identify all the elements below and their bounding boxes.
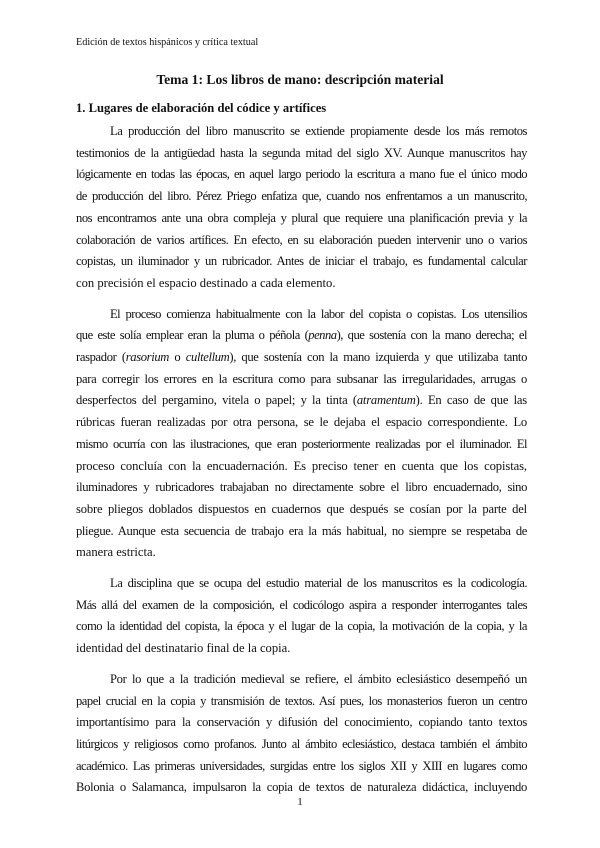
text-line: importantísimo para la conservación y difusión del conocimiento, copiando tanto textos	[76, 715, 527, 730]
section-heading: 1. Lugares de elaboración del códice y artífices	[76, 101, 327, 115]
text-line: manera estricta.	[76, 545, 156, 560]
text-line: La disciplina que se ocupa del estudio material de los manuscritos es la codicología.	[110, 576, 527, 591]
paragraph-2	[76, 304, 527, 564]
paragraph-3	[76, 573, 527, 660]
text-line: iluminadores y rubricadores trabajaban no directamente sobre el libro encuadernado, sino	[76, 480, 527, 495]
text-line: como la identidad del copista, la época y el lugar de la copia, la motivación de la copia, y la	[76, 619, 527, 634]
text-line: raspador (rasorium o cultellum), que sostenía con la mano izquierda y que utilizaba tanto	[76, 350, 528, 365]
text-line: académico. Las primeras universidades, surgidas entre los siglos XII y XIII en lugares como	[76, 758, 527, 773]
text-line: identidad del destinatario final de la copia.	[76, 641, 291, 656]
text-line: con precisión el espacio destinado a cada elemento.	[76, 275, 336, 290]
text-line: lógicamente en todas las épocas, en aquel largo periodo la escritura a mano fue el único modo	[76, 167, 527, 182]
text-line: Más allá del examen de la composición, el codicólogo aspira a responder interrogantes tales	[76, 597, 527, 612]
text-line: de producción del libro. Pérez Priego enfatiza que, cuando nos enfrentamos a un manuscrito,	[76, 189, 527, 204]
body-text	[76, 121, 527, 808]
text-line: copistas, un iluminador y un rubricador. Antes de iniciar el trabajo, es fundamental calcular	[76, 254, 527, 269]
text-line: La producción del libro manuscrito se extiende propiamente desde los más remotos	[110, 124, 527, 138]
running-header: Edición de textos hispánicos y crítica textual	[76, 37, 259, 48]
paragraph-4	[76, 669, 527, 799]
text-line: testimonios de la antigüedad hasta la segunda mitad del siglo XV. Aunque manuscritos hay	[76, 145, 527, 160]
text-line: que este solía emplear eran la pluma o péñola (penna), que sostenía con la mano derecha; el	[76, 328, 527, 343]
text-line: para corregir los errores en la escritura como para subsanar las irregularidades, arrugas o	[76, 371, 527, 386]
paragraph-1	[76, 121, 527, 295]
text-line: El proceso comienza habitualmente con la labor del copista o copistas. Los utensilios	[110, 306, 527, 321]
text-line: pliegue. Aunque esta secuencia de trabajo era la más habitual, no siempre se respetaba de	[76, 523, 527, 538]
text-line: litúrgicos y religiosos como profanos. Junto al ámbito eclesiástico, destaca también el ámbito	[76, 736, 527, 751]
text-line: proceso concluía con la encuadernación. Es preciso tener en cuenta que los copistas,	[76, 458, 527, 473]
text-line: rúbricas fueran realizadas por otra persona, se le dejaba el espacio correspondiente. Lo	[76, 415, 527, 430]
document-title: Tema 1: Los libros de mano: descripción material	[156, 72, 444, 87]
text-line: mismo ocurría con las ilustraciones, que eran posteriormente realizadas por el iluminador. El	[76, 436, 527, 451]
text-line: Bolonia o Salamanca, impulsaron la copia de textos de naturaleza didáctica, incluyendo	[76, 780, 527, 795]
text-line: sobre pliegos doblados dispuestos en cuadernos que después se cosían por la parte del	[76, 501, 527, 516]
text-line: colaboración de varios artífices. En efecto, en su elaboración pueden intervenir uno o varios	[76, 232, 527, 247]
text-line: Por lo que a la tradición medieval se refiere, el ámbito eclesiástico desempeñó un	[110, 671, 527, 686]
page-number: 1	[297, 796, 303, 808]
text-line: desperfectos del pergamino, vitela o papel; y la tinta (atramentum). En caso de que las	[76, 393, 527, 408]
text-line: papel crucial en la copia y transmisión de textos. Así pues, los monasterios fueron un centro	[76, 693, 527, 708]
text-line: nos encontramos ante una obra compleja y plural que requiere una planificación previa y la	[76, 210, 527, 225]
